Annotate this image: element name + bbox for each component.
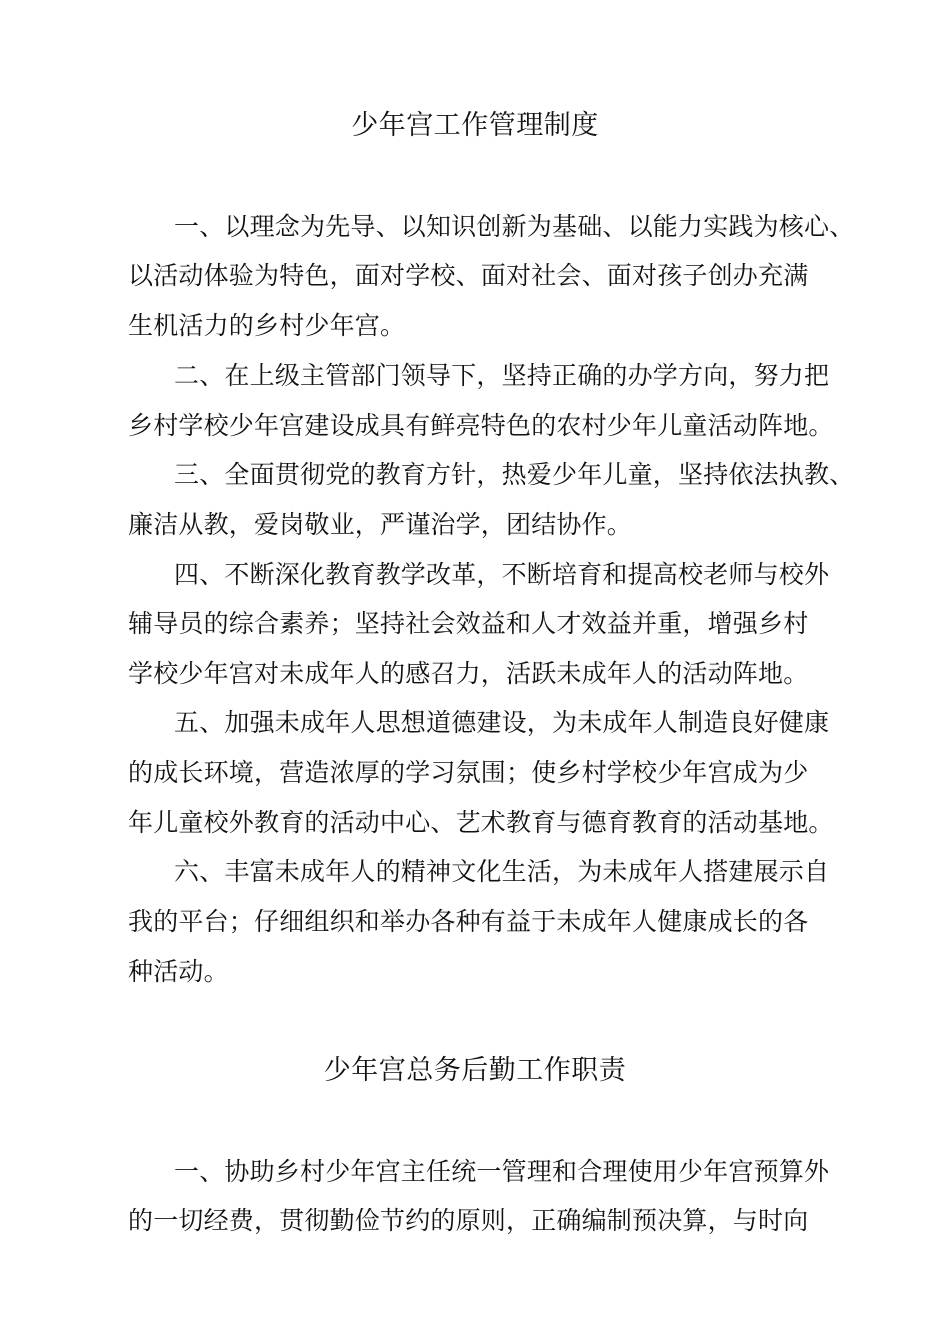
- paragraph-line: 四、不断深化教育教学改革，不断培育和提高校老师与校外: [174, 560, 830, 589]
- paragraph-line: 我的平台；仔细组织和举办各种有益于未成年人健康成长的各: [128, 907, 809, 936]
- paragraph-line: 辅导员的综合素养；坚持社会效益和人才效益并重，增强乡村: [128, 609, 809, 638]
- paragraph-line: 年儿童校外教育的活动中心、艺术教育与德育教育的活动基地。: [128, 808, 834, 837]
- paragraph-line: 乡村学校少年宫建设成具有鲜亮特色的农村少年儿童活动阵地。: [128, 411, 834, 440]
- paragraph-line: 的成长环境，营造浓厚的学习氛围；使乡村学校少年宫成为少: [128, 758, 809, 787]
- paragraph-line: 种活动。: [128, 957, 229, 986]
- paragraph-line: 三、全面贯彻党的教育方针，热爱少年儿童，坚持依法执教、: [174, 460, 855, 489]
- paragraph-line: 六、丰富未成年人的精神文化生活，为未成年人搭建展示自: [174, 857, 830, 886]
- paragraph-line: 学校少年宫对未成年人的感召力，活跃未成年人的活动阵地。: [128, 659, 809, 688]
- paragraph-line: 的一切经费，贯彻勤俭节约的原则，正确编制预决算，与时向: [128, 1206, 809, 1235]
- paragraph-line: 二、在上级主管部门领导下，坚持正确的办学方向，努力把: [174, 361, 830, 390]
- paragraph-line: 一、协助乡村少年宫主任统一管理和合理使用少年宫预算外: [174, 1157, 830, 1186]
- paragraph-line: 一、以理念为先导、以知识创新为基础、以能力实践为核心、: [174, 212, 855, 241]
- section-title: 少年宫工作管理制度: [351, 110, 599, 141]
- section-title: 少年宫总务后勤工作职责: [323, 1055, 627, 1086]
- paragraph-line: 五、加强未成年人思想道德建设，为未成年人制造良好健康: [174, 708, 830, 737]
- paragraph-line: 廉洁从教，爱岗敬业，严谨治学，团结协作。: [128, 510, 633, 539]
- paragraph-line: 生机活力的乡村少年宫。: [128, 311, 406, 340]
- paragraph-line: 以活动体验为特色，面对学校、面对社会、面对孩子创办充满: [128, 261, 809, 290]
